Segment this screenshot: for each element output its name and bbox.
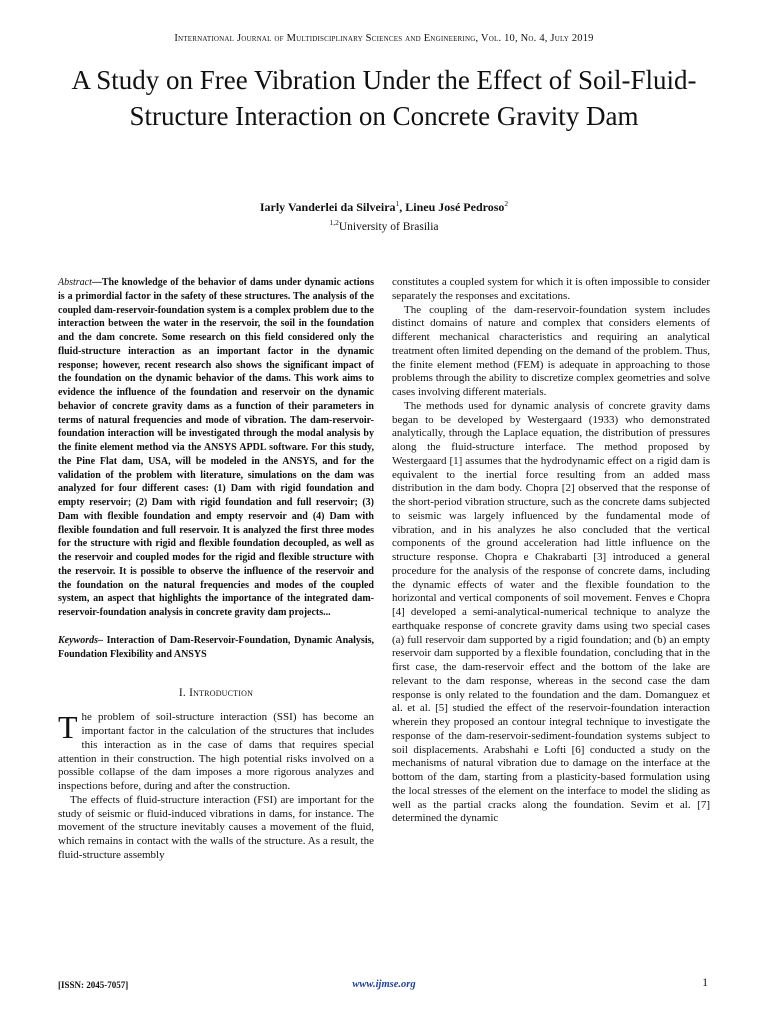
abstract [58,276,374,620]
section-heading-introduction: I. Introduction [178,687,254,700]
journal-header: International Journal of Multidisciplinary Sciences and Engineering, Vol. 10, No. 4, July 2019 [174,33,594,44]
intro-paragraph-1-text: he problem of soil-structure interaction (SSI) has become an important factor in the calculation of the structures that includes this interaction as in the case of dams that requires special attention in their construction. The high potential risks involved on a possible collapse of the dam imposes a more rigorous analyzes and inspections before, during and after the construction. [58,711,374,792]
page-number: 1 [702,977,708,989]
author-2-sup: 2 [504,199,509,208]
intro-paragraph-1 [58,711,374,794]
right-paragraph-3: The methods used for dynamic analysis of concrete gravity dams began to be developed by Westergaard (1933) who demonstrated analytically, through the Laplace equation, the distribution of pressures along the fluid-structure interface. The method proposed by Westergaard [1] assumes that the hydrodynamic effect on a rigid dam is equivalent to the inertial force resulting from an added mass distribution in the dam body. Chopra [2] observed that the response of the short-period vibration structure, such as the concrete dams subjected to seismic was largely influenced by the fundamental mode of vibration, and in his analyzes he also concluded that the vertical components of the ground acceleration had little influence on the structure response. Chopra e Chakrabarti [3] introduced a general procedure for the analysis of the response of concrete dams, including the dynamic effects of water and the flexible foundation to the horizontal and vertical components of soil movement. Fenves e Chopra [4] developed a semi-analytical-numerical technique to analyze the earthquake response of concrete gravity dams using two special cases (a) full reservoir dam supported by a rigid foundation; and (b) an empty reservoir dam supported by a flexible foundation, concluding that in the first case, the dam-reservoir effect and the bottom of the lake are relevant to the dam response, whereas in the second case the dam response is only related to the foundation and the dam. Domanguez et al. et al. [5] studied the effect of the reservoir-foundation interaction wherein they proposed an contour integral technique to investigate the response of the dam-reservoir-sediment-foundation systems subject to soil displacements. Arabshahi e Lofti [6] conducted a study on the mechanisms of natural vibration due to damage on the interface at the bottom of the dam, starting from a plasticity-based formulation using the local stresses of the element on the interface to model the sliding as well as the partial cracks along the foundation. Sevim et al. [7] determined the dynamic [392,399,710,825]
intro-paragraph-2: The effects of fluid-structure interaction (FSI) are important for the study of seismic or fluid-induced vibrations in dams, for instance. The movement of the structure inevitably causes a movement of the fluid, which remains in contact with the walls of the structure. As a result, the fluid-structure assembly [58,793,374,861]
abstract-lead: Abstract [58,277,92,288]
right-paragraph-2: The coupling of the dam-reservoir-foundation system includes distinct domains of nature and complex that considers elements of different mechanical characteristics and requiring an analytical treatment often limited depending on the demand of the problem. Thus, the finite element method (FEM) is adequate in approaching to those problems through the ability to discretize complex geometries and solve cases involving different materials. [392,303,710,398]
affiliation-text: University of Brasilia [338,220,439,233]
right-paragraph-1: constitutes a coupled system for which it is often impossible to consider separately the responses and excitations. [392,276,710,302]
author-1: Iarly Vanderlei da Silveira [259,200,396,214]
footer-issn: [ISSN: 2045-7057] [58,980,129,990]
footer-url-link[interactable]: www.ijmse.org [352,979,416,990]
author-2: Lineu José Pedroso [405,200,505,214]
left-column [58,276,374,863]
drop-cap: T [58,709,78,746]
paper-title: A Study on Free Vibration Under the Effect of Soil-Fluid-Structure Interaction on Concrete Gravity Dam [71,65,697,131]
authors [0,199,768,215]
right-column [392,276,710,826]
affiliation [0,218,768,233]
affiliation-sup: 1,2 [329,218,339,227]
keywords [58,634,374,662]
author-separator: , [399,200,406,214]
keywords-text: – Interaction of Dam-Reservoir-Foundation, Dynamic Analysis, Foundation Flexibility and ANSYS [58,634,374,660]
abstract-text: —The knowledge of the behavior of dams under dynamic actions is a primordial factor in the safety of these structures. The analysis of the coupled dam-reservoir-foundation system is a complex problem due to the interaction between the water in the reservoir, the soil in the foundation and the dam concrete. Some research on this field considered only the fluid-structure interaction as an important factor in the dynamic response; however, recent research also shows the significant impact of the foundation on the dynamic behavior of the dams. This work aims to evidence the influence of the foundation and reservoir on the dynamic behavior of concrete gravity dams as a function of their parameters in terms of natural frequencies and mode of vibration. The dam-reservoir-foundation interaction will be investigated through the modal analysis by the finite element method via the ANSYS APDL software. For this study, the Pine Flat dam, USA, will be modeled in the ANSYS, and for the validation of the problem with literature, simulations on the dam was analyzed for four different cases: (1) Dam with rigid foundation and empty reservoir; (2) Dam with rigid foundation and full reservoir; (3) Dam with flexible foundation and empty reservoir and (4) Dam with flexible foundation and full reservoir. It is analyzed the first three modes for the structure with rigid and flexible foundation decoupled, as well as the reservoir and coupled modes for the rigid and flexible structure with the reservoir. It is possible to observe the influence of the reservoir and the foundation on the natural frequencies and modes of the coupled system, an aspect that highlights the importance of the integrated dam-reservoir-foundation analysis in concrete gravity dam projects... [58,277,374,618]
keywords-lead: Keywords [58,634,98,646]
author-1-sup: 1 [395,199,400,208]
